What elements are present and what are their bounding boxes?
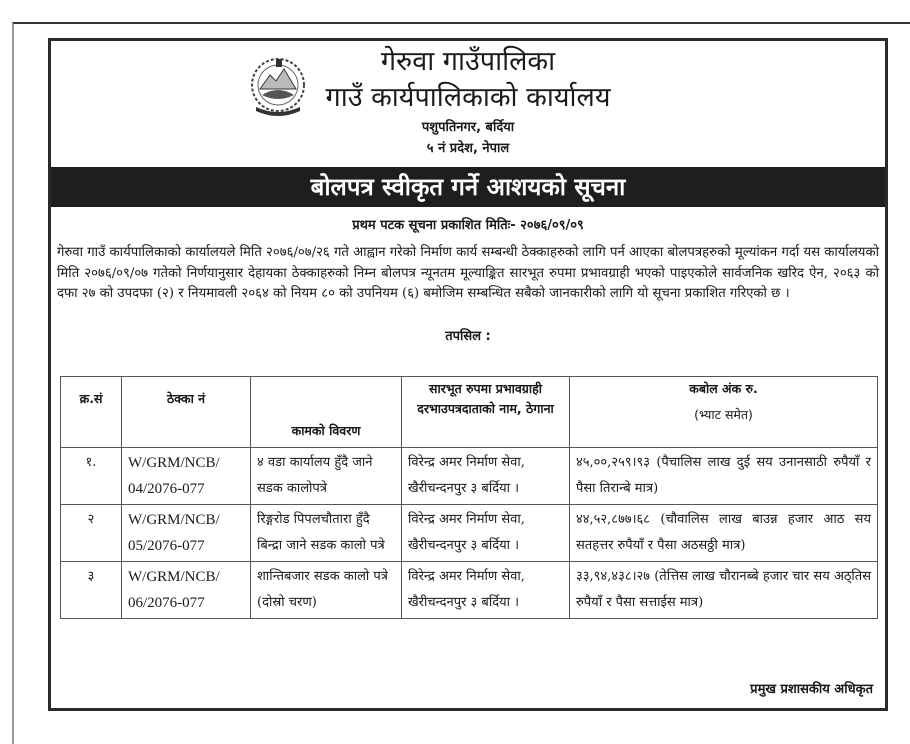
header-amount-line2: (भ्याट समेत)	[694, 407, 753, 422]
header-bidder-line1: सारभूत रुपमा प्रभावग्राही	[429, 381, 542, 396]
header-bidder	[402, 377, 570, 448]
table-row	[61, 562, 878, 619]
header-amount-line1: कबोल अंक रु.	[689, 381, 758, 396]
notice-title-banner: बोलपत्र स्वीकृत गर्ने आशयको सूचना	[51, 167, 885, 207]
table-row	[61, 505, 878, 562]
header-description: कामको विवरण	[251, 377, 402, 448]
table-row	[61, 448, 878, 505]
header-bidder-line2: दरभाउपत्रदाताको नाम, ठेगाना	[417, 401, 554, 416]
contract-no-line2: 04/2076-077	[128, 481, 205, 497]
contracts-table	[60, 376, 878, 619]
address-line-1: पशुपतिनगर, बर्दिया	[421, 120, 515, 135]
row-bidder: विरेन्द्र अमर निर्माण सेवा, खैरीचन्दनपुर ३ बर्दिया ।	[402, 505, 570, 562]
row-bidder: विरेन्द्र अमर निर्माण सेवा, खैरीचन्दनपुर ३ बर्दिया ।	[402, 448, 570, 505]
notice-frame	[48, 38, 888, 711]
row-contract-no	[122, 448, 251, 505]
row-amount: ४५,००,२५९।९३ (पैचालिस लाख दुई सय उनानसाठी रुपैयाँ र पैसा तिरान्बे मात्र)	[570, 448, 878, 505]
schedule-label: तपसिल :	[445, 329, 491, 344]
header-amount	[570, 377, 878, 448]
header-sn: क्र.सं	[61, 377, 122, 448]
row-description: शान्तिबजार सडक कालो पत्रे (दोस्रो चरण)	[251, 562, 402, 619]
office-name: गाउँ कार्यपालिकाको कार्यालय	[325, 82, 611, 113]
notice-header	[51, 41, 885, 167]
table-header-row	[61, 377, 878, 448]
header-contract-no: ठेक्का नं	[122, 377, 251, 448]
signatory-title: प्रमुख प्रशासकीय अधिकृत	[750, 682, 873, 697]
publish-date: प्रथम पटक सूचना प्रकाशित मितिः- २०७६/०९/०९	[352, 218, 584, 233]
row-amount: ३३,९४,४३८।२७ (तेत्तिस लाख चौरानब्बे हजार चार सय अठ्तिस रुपैयाँ र पैसा सत्ताईस मात्र)	[570, 562, 878, 619]
address-line-2: ५ नं प्रदेश, नेपाल	[426, 141, 510, 156]
contract-no-line1: W/GRM/NCB/	[128, 512, 220, 528]
contract-no-line1: W/GRM/NCB/	[128, 455, 220, 471]
contract-no-line2: 05/2076-077	[128, 538, 205, 554]
notice-body: गेरुवा गाउँ कार्यपालिकाको कार्यालयले मिति २०७६/०७/२६ गते आह्वान गरेको निर्माण कार्य सम्बन्धी ठेक्काहरुको लागि पर्न आएका बोलपत्रहरुको मूल्यांकन गर्दा यस कार्यालयको मिति २०७६/०९/०७ गतेको निर्णयानुसार देहायका ठेक्काहरुको निम्न बोलपत्र न्यूनतम मूल्याङ्कित सारभूत रुपमा प्रभावग्राही भएको पाइएकोले सार्वजनिक खरिद ऐन, २०६३ को दफा २७ को उपदफा (२) र नियमावली २०६४ को नियम ८० को उपनियम (६) बमोजिम सम्बन्धित सबैको जानकारीको लागि यो सूचना प्रकाशित गरिएको छ ।	[57, 245, 879, 301]
row-description: रिङ्गरोड पिपलचौतारा हुँदै बिन्द्रा जाने सडक कालो पत्रे	[251, 505, 402, 562]
row-sn: २	[61, 505, 122, 562]
row-contract-no	[122, 562, 251, 619]
row-sn: ३	[61, 562, 122, 619]
row-sn: १.	[61, 448, 122, 505]
contract-no-line2: 06/2076-077	[128, 595, 205, 611]
row-amount: ४४,५२,८७७।६८ (चौवालिस लाख बाउन्न हजार आठ सय सतहत्तर रुपैयाँ र पैसा अठसठ्ठी मात्र)	[570, 505, 878, 562]
row-description: ४ वडा कार्यालय हुँदै जाने सडक कालोपत्रे	[251, 448, 402, 505]
row-bidder: विरेन्द्र अमर निर्माण सेवा, खैरीचन्दनपुर ३ बर्दिया ।	[402, 562, 570, 619]
row-contract-no	[122, 505, 251, 562]
organization-name: गेरुवा गाउँपालिका	[380, 46, 556, 77]
contract-no-line1: W/GRM/NCB/	[128, 569, 220, 585]
